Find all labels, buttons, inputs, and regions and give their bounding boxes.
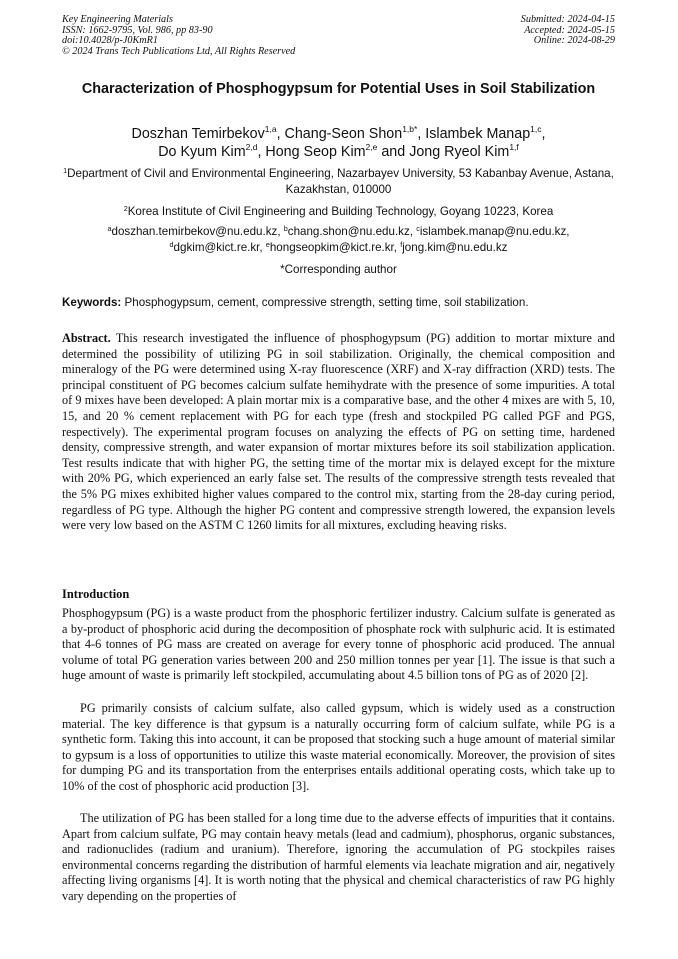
dates-header (521, 15, 615, 47)
intro-paragraph-2: PG primarily consists of calcium sulfate, also called gypsum, which is widely used as a construction material. The key difference is that gypsum is a naturally occurring form of calcium sulfate, while PG is a synthetic form. Taking this into account, it can be proposed that stocking such a huge amount of material similar to gypsum is a loss of opportunities to utilize this waste material economically. Moreover, the provision of sites for dumping PG and its transportation from the enterprises entails additional operating costs, which take up to 10% of the cost of phosphoric acid production [3]. (62, 701, 615, 793)
author: Jong Ryeol Kim$^{1,f}$ (409, 142, 519, 160)
paper-title: Characterization of Phosphogypsum for Potential Uses in Soil Stabilization (81, 81, 596, 97)
keywords (62, 295, 615, 310)
corresponding-author-note: *Corresponding author (280, 263, 397, 276)
abstract-text: This research investigated the influence of phosphogypsum (PG) addition to mortar mixture and determined the possibility of utilizing PG in soil stabilization. Originally, the chemical composition and mineralogy of the PG were determined using X-ray fluorescence (XRF) and X-ray diffraction (XRD) tests. The principal constituent of PG becomes calcium sulfate hemihydrate with the presence of some impurities. A total of 9 mixes have been developed: A plain mortar mix is a comparative base, and the other 4 mixes are with 5, 10, 15, and 20 % cement replacement with PG for each type (fresh and stockpiled PG called PGF and PGS, respectively). The experimental program focuses on analyzing the effects of PG on setting time, hardened density, compressive strength, and water expansion of mortar mixtures before its soil stabilization application. Test results indicate that with higher PG, the setting time of the mortar mix is delayed except for the mixture with 20% PG, which experienced an early false set. The results of the compressive strength tests revealed that the 5% PG mixes exhibited higher values compared to the control mix, starting from the 28-day curing period, regardless of PG type. Although the higher PG content and compressive strength lowered, the expansion levels were very low based on the ASTM C 1260 limits for all mixtures, excluding heaving risks. (62, 331, 616, 533)
keywords-text: Phosphogypsum, cement, compressive strength, setting time, soil stabilization. (124, 296, 529, 309)
doi-line[interactable]: doi:10.4028/p-J0KmR1 (62, 35, 158, 47)
affiliation-2: $^2$Korea Institute of Civil Engineering and Building Technology, Goyang 10223, Korea (123, 204, 554, 218)
email-entry[interactable]: $^f$jong.kim@nu.edu.kz (400, 239, 508, 254)
abstract-label: Abstract. (62, 331, 111, 345)
email-entry[interactable]: $^b$chang.shon@nu.edu.kz (283, 224, 410, 238)
intro-paragraph-1: Phosphogypsum (PG) is a waste product from the phosphoric fertilizer industry. Calcium sulfate is generated as a by-product of phosphoric acid during the decomposition of phosphate rock with sulphuric acid. It is estimated that 4-6 tonnes of PG mass are created on average for every tonne of phosphoric acid produced. The annual volume of total PG generation varies between 200 and 250 million tonnes per year [1]. The issue is that such a huge amount of waste is primarily left stockpiled, accumulating about 4.5 billion tons of PG as of 2020 [2]. (62, 606, 615, 683)
intro-paragraph-3: The utilization of PG has been stalled for a long time due to the adverse effects of impurities that it contains. Apart from calcium sulfate, PG may contain heavy metals (lead and cadmium), phosphorus, organic substances, and radionuclides (radium and uranium). Therefore, ignoring the accumulation of PG stockpiles raises environmental concerns regarding the distribution of harmful elements via leachate migration and air, negatively affecting living organisms [4]. It is worth noting that the physical and chemical characteristics of raw PG highly vary depending on the properties of (62, 811, 615, 903)
author: Doszhan Temirbekov$^{1,a}$, (131, 124, 285, 142)
copyright-line: © 2024 Trans Tech Publications Ltd, All Rights Reserved (62, 45, 296, 57)
email-entry[interactable]: $^c$islambek.manap@nu.edu.kz, (416, 224, 570, 238)
affiliation-1: $^1$Department of Civil and Environmental Engineering, Nazarbayev University, 53 Kabanbay Avenue, Astana, Kazakhstan, 010000 (63, 166, 614, 196)
abstract (62, 331, 615, 534)
issn-line: ISSN: 1662-9795, Vol. 986, pp 83-90 (62, 24, 213, 36)
online-date: Online: 2024-08-29 (533, 35, 615, 47)
email-entry[interactable]: $^d$dgkim@kict.re.kr (169, 239, 260, 254)
author: Do Kyum Kim$^{2,d}$, (158, 142, 266, 160)
submitted-date: Submitted: 2024-04-15 (520, 14, 615, 25)
email-entry[interactable]: $^a$doszhan.temirbekov@nu.edu.kz (107, 224, 278, 238)
journal-name: Key Engineering Materials (62, 14, 173, 25)
author: Hong Seop Kim$^{2,e}$ and (265, 142, 410, 160)
section-heading-introduction: Introduction (62, 587, 130, 601)
email-list: $^a$doszhan.temirbekov@nu.edu.kz, $^b$chang.shon@nu.edu.kz, $^c$islambek.manap@nu.edu.kz, $^d$dgkim@kict.re.kr, $^e$hongseopkim@kict.re.kr, $^f$jong.kim@nu.edu.kz (107, 224, 570, 254)
email-entry[interactable]: $^e$hongseopkim@kict.re.kr (265, 239, 394, 254)
author: Chang-Seon Shon$^{1,b*}$, (284, 124, 426, 142)
keywords-label: Keywords: (62, 296, 122, 309)
accepted-date: Accepted: 2024-05-15 (524, 24, 615, 36)
author-list (62, 125, 615, 161)
author: Islambek Manap$^{1,c}$, (425, 124, 546, 142)
journal-header (62, 15, 295, 57)
